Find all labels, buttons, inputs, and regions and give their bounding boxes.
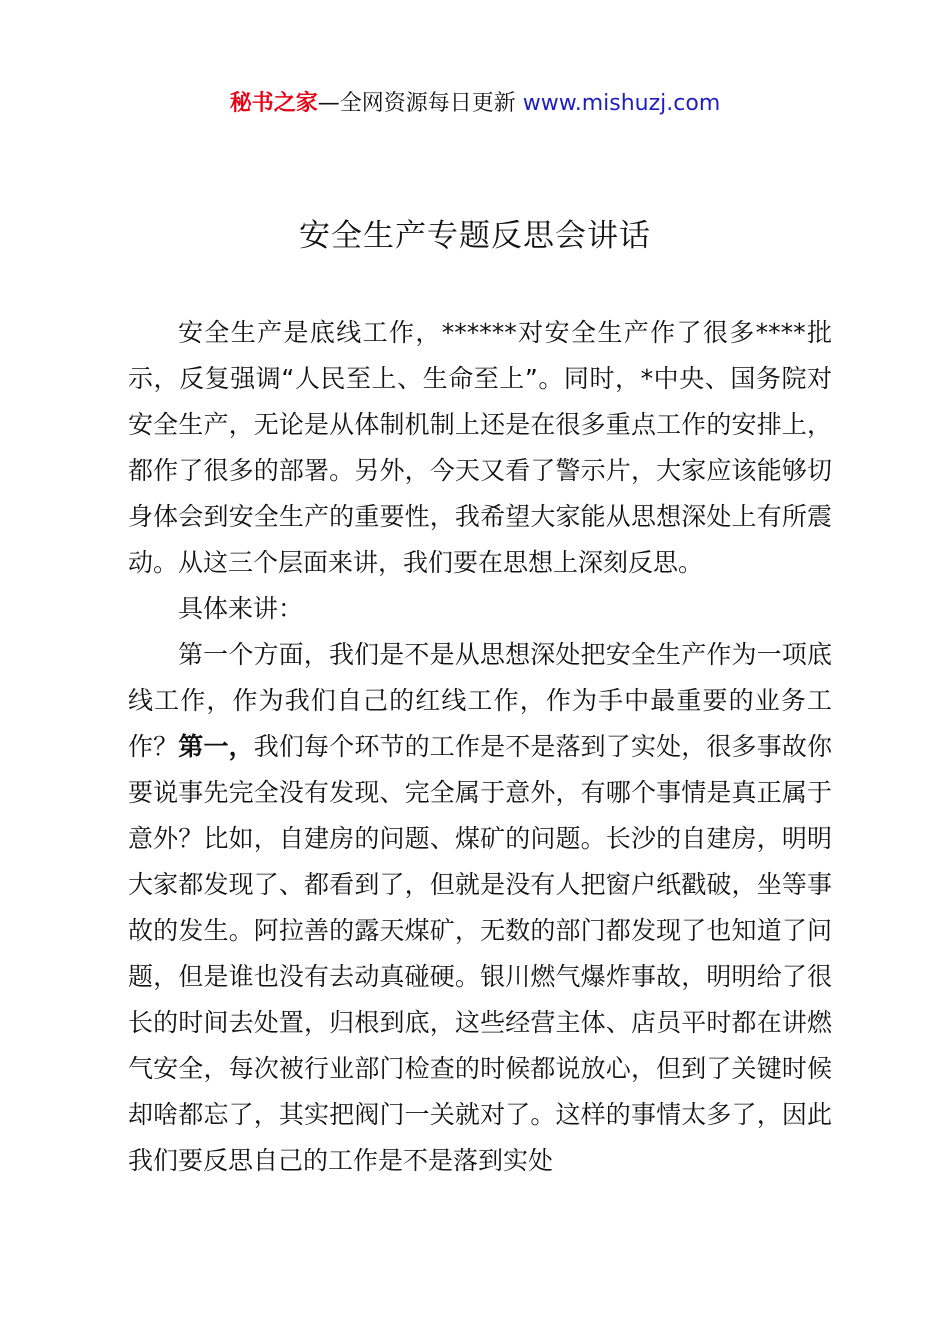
site-header — [0, 88, 950, 120]
site-tagline: —全网资源每日更新 — [317, 91, 523, 116]
paragraph-first-aspect — [128, 632, 832, 1184]
paragraph-bold-marker: 第一， — [178, 732, 254, 761]
paragraph-lead-text: 第一个方面，我们是不是从思想深处把安全生产作为一项底线工作，作为我们自己的红线工作，作为手中最重要的业务工作？ — [128, 640, 832, 761]
paragraph-rest-text: 我们每个环节的工作是不是落到了实处，很多事故你要说事先完全没有发现、完全属于意外，有哪个事情是真正属于意外？比如，自建房的问题、煤矿的问题。长沙的自建房，明明大家都发现了、都看到了，但就是没有人把窗户纸戳破，坐等事故的发生。阿拉善的露天煤矿，无数的部门都发现了也知道了问题，但是谁也没有去动真碰硬。银川燃气爆炸事故，明明给了很长的时间去处置，归根到底，这些经营主体、店员平时都在讲燃气安全，每次被行业部门检查的时候都说放心，但到了关键时候却啥都忘了，其实把阀门一关就对了。这样的事情太多了，因此我们要反思自己的工作是不是落到实处 — [128, 732, 832, 1175]
paragraph-intro: 安全生产是底线工作，******对安全生产作了很多****批示，反复强调“人民至上、生命至上”。同时，*中央、国务院对安全生产，无论是从体制机制上还是在很多重点工作的安排上，都作了很多的部署。另外，今天又看了警示片，大家应该能够切身体会到安全生产的重要性，我希望大家能从思想深处上有所震动。从这三个层面来讲，我们要在思想上深刻反思。 — [128, 318, 832, 577]
document-title: 安全生产专题反思会讲话 — [299, 218, 651, 254]
site-brand: 秘书之家 — [229, 91, 318, 116]
document-body — [128, 310, 832, 1184]
paragraph-specifics: 具体来讲： — [178, 594, 304, 623]
site-url[interactable]: www.mishuzj.com — [522, 91, 721, 116]
